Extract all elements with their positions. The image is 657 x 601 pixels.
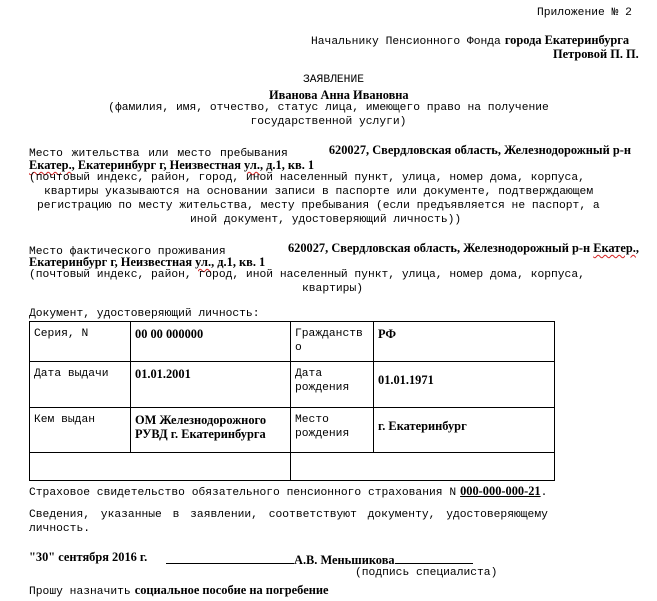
request-value: социальное пособие на погребение: [134, 583, 329, 597]
birth-date-label-part-2: рождения: [295, 382, 350, 394]
document-heading: Документ, удостоверяющий личность:: [29, 308, 260, 320]
actual-value-1: [288, 241, 639, 256]
table-row: [30, 362, 555, 408]
series-label: Серия, N: [30, 322, 131, 362]
residence-district-abbr: Екатер.: [29, 158, 72, 172]
residence-hint-3: регистрацию по месту жительства, месту пребывания (если предъявляется не паспорт, а: [37, 200, 600, 212]
actual-street-abbr: ул.: [195, 255, 212, 269]
identity-document-table: [29, 321, 555, 481]
appendix-number: Приложение № 2: [537, 7, 632, 19]
birth-place-label-part-2: рождения: [295, 428, 350, 440]
confirm-line-2: личность.: [29, 523, 91, 535]
birth-place-label-part-1: Место: [295, 414, 329, 426]
citizenship-label-part-2: о: [295, 342, 302, 354]
residence-hint-4: иной документ, удостоверяющий личность)): [190, 214, 462, 226]
signature-blank: [166, 550, 294, 564]
issue-date-label: Дата выдачи: [30, 362, 131, 408]
issued-by-value-1: ОМ Железнодорожного: [135, 413, 267, 427]
issued-by-label: Кем выдан: [30, 408, 131, 453]
actual-hint-2: квартиры): [302, 283, 364, 295]
residence-value-1: 620027, Свердловская область, Железнодорожный р-н: [328, 143, 631, 157]
residence-street-abbr: ул.: [244, 158, 260, 172]
applicant-hint-2: государственной услуги): [250, 116, 407, 128]
insurance-line: [29, 482, 547, 500]
actual-value-main: 620027, Свердловская область, Железнодорожный р-н: [287, 241, 591, 255]
actual-city-street: Екатеринбург г, Неизвестная: [29, 255, 193, 269]
citizenship-label-part-1: Гражданств: [295, 328, 363, 340]
applicant-hint-1: (фамилия, имя, отчество, статус лица, имеющего право на получение: [108, 102, 549, 114]
residence-city-street: , Екатеринбург г, Неизвестная: [71, 158, 241, 172]
birth-date-label-part-1: Дата: [295, 368, 323, 380]
signature-blank-2: [395, 550, 473, 564]
residence-label: Место жительства или место пребывания: [29, 148, 288, 160]
citizenship-label: [291, 322, 374, 362]
residence-value-2: [29, 158, 314, 173]
birth-place-value: г. Екатеринбург: [374, 408, 555, 453]
empty-cell: [30, 453, 291, 481]
table-row: [30, 453, 555, 481]
table-row: [30, 408, 555, 453]
issued-by-value-2: РУВД г. Екатеринбурга: [135, 427, 266, 441]
residence-hint-1: (почтовый индекс, район, город, иной населенный пункт, улица, номер дома, корпуса,: [29, 172, 585, 184]
signature-caption: (подпись специалиста): [355, 567, 498, 579]
issued-by-value: [131, 408, 291, 453]
signature-date: "30" сентября 2016 г.: [29, 550, 148, 564]
actual-district-abbr: Екатер.: [593, 241, 636, 255]
actual-house: , д.1, кв. 1: [211, 255, 266, 269]
document-title: ЗАЯВЛЕНИЕ: [303, 74, 365, 86]
table-row: [30, 322, 555, 362]
insurance-label: Страховое свидетельство обязательного пенсионного страхования N: [29, 487, 457, 499]
addressee-person: Петровой П. П.: [553, 47, 639, 61]
residence-hint-2: квартиры указываются на основании записи в паспорте или документе, подтверждающем: [44, 186, 594, 198]
addressee-prefix: Начальнику Пенсионного Фонда: [311, 36, 501, 48]
actual-value-2: [29, 255, 265, 270]
birth-place-label: [291, 408, 374, 453]
birth-date-label: [291, 362, 374, 408]
addressee-city: города Екатеринбурга: [504, 33, 630, 47]
insurance-end: .: [540, 487, 548, 499]
insurance-number: 000-000-000-21: [460, 484, 541, 498]
series-value: 00 00 000000: [131, 322, 291, 362]
signature-name: А.В. Меньшикова: [294, 553, 395, 567]
citizenship-value: РФ: [374, 322, 555, 362]
applicant-name: Иванова Анна Ивановна: [269, 88, 409, 102]
empty-cell: [291, 453, 555, 481]
issue-date-value: 01.01.2001: [131, 362, 291, 408]
actual-hint-1: (почтовый индекс, район, город, иной населенный пункт, улица, номер дома, корпуса,: [29, 269, 585, 281]
confirm-line-1: Сведения, указанные в заявлении, соответствуют документу, удостоверяющему: [29, 509, 548, 521]
request-label: Прошу назначить: [29, 586, 131, 598]
actual-label: Место фактического проживания: [29, 246, 226, 258]
request-line: [29, 581, 328, 599]
actual-comma: ,: [635, 241, 639, 255]
residence-house: , д.1, кв. 1: [259, 158, 315, 172]
birth-date-value: 01.01.1971: [374, 362, 555, 408]
